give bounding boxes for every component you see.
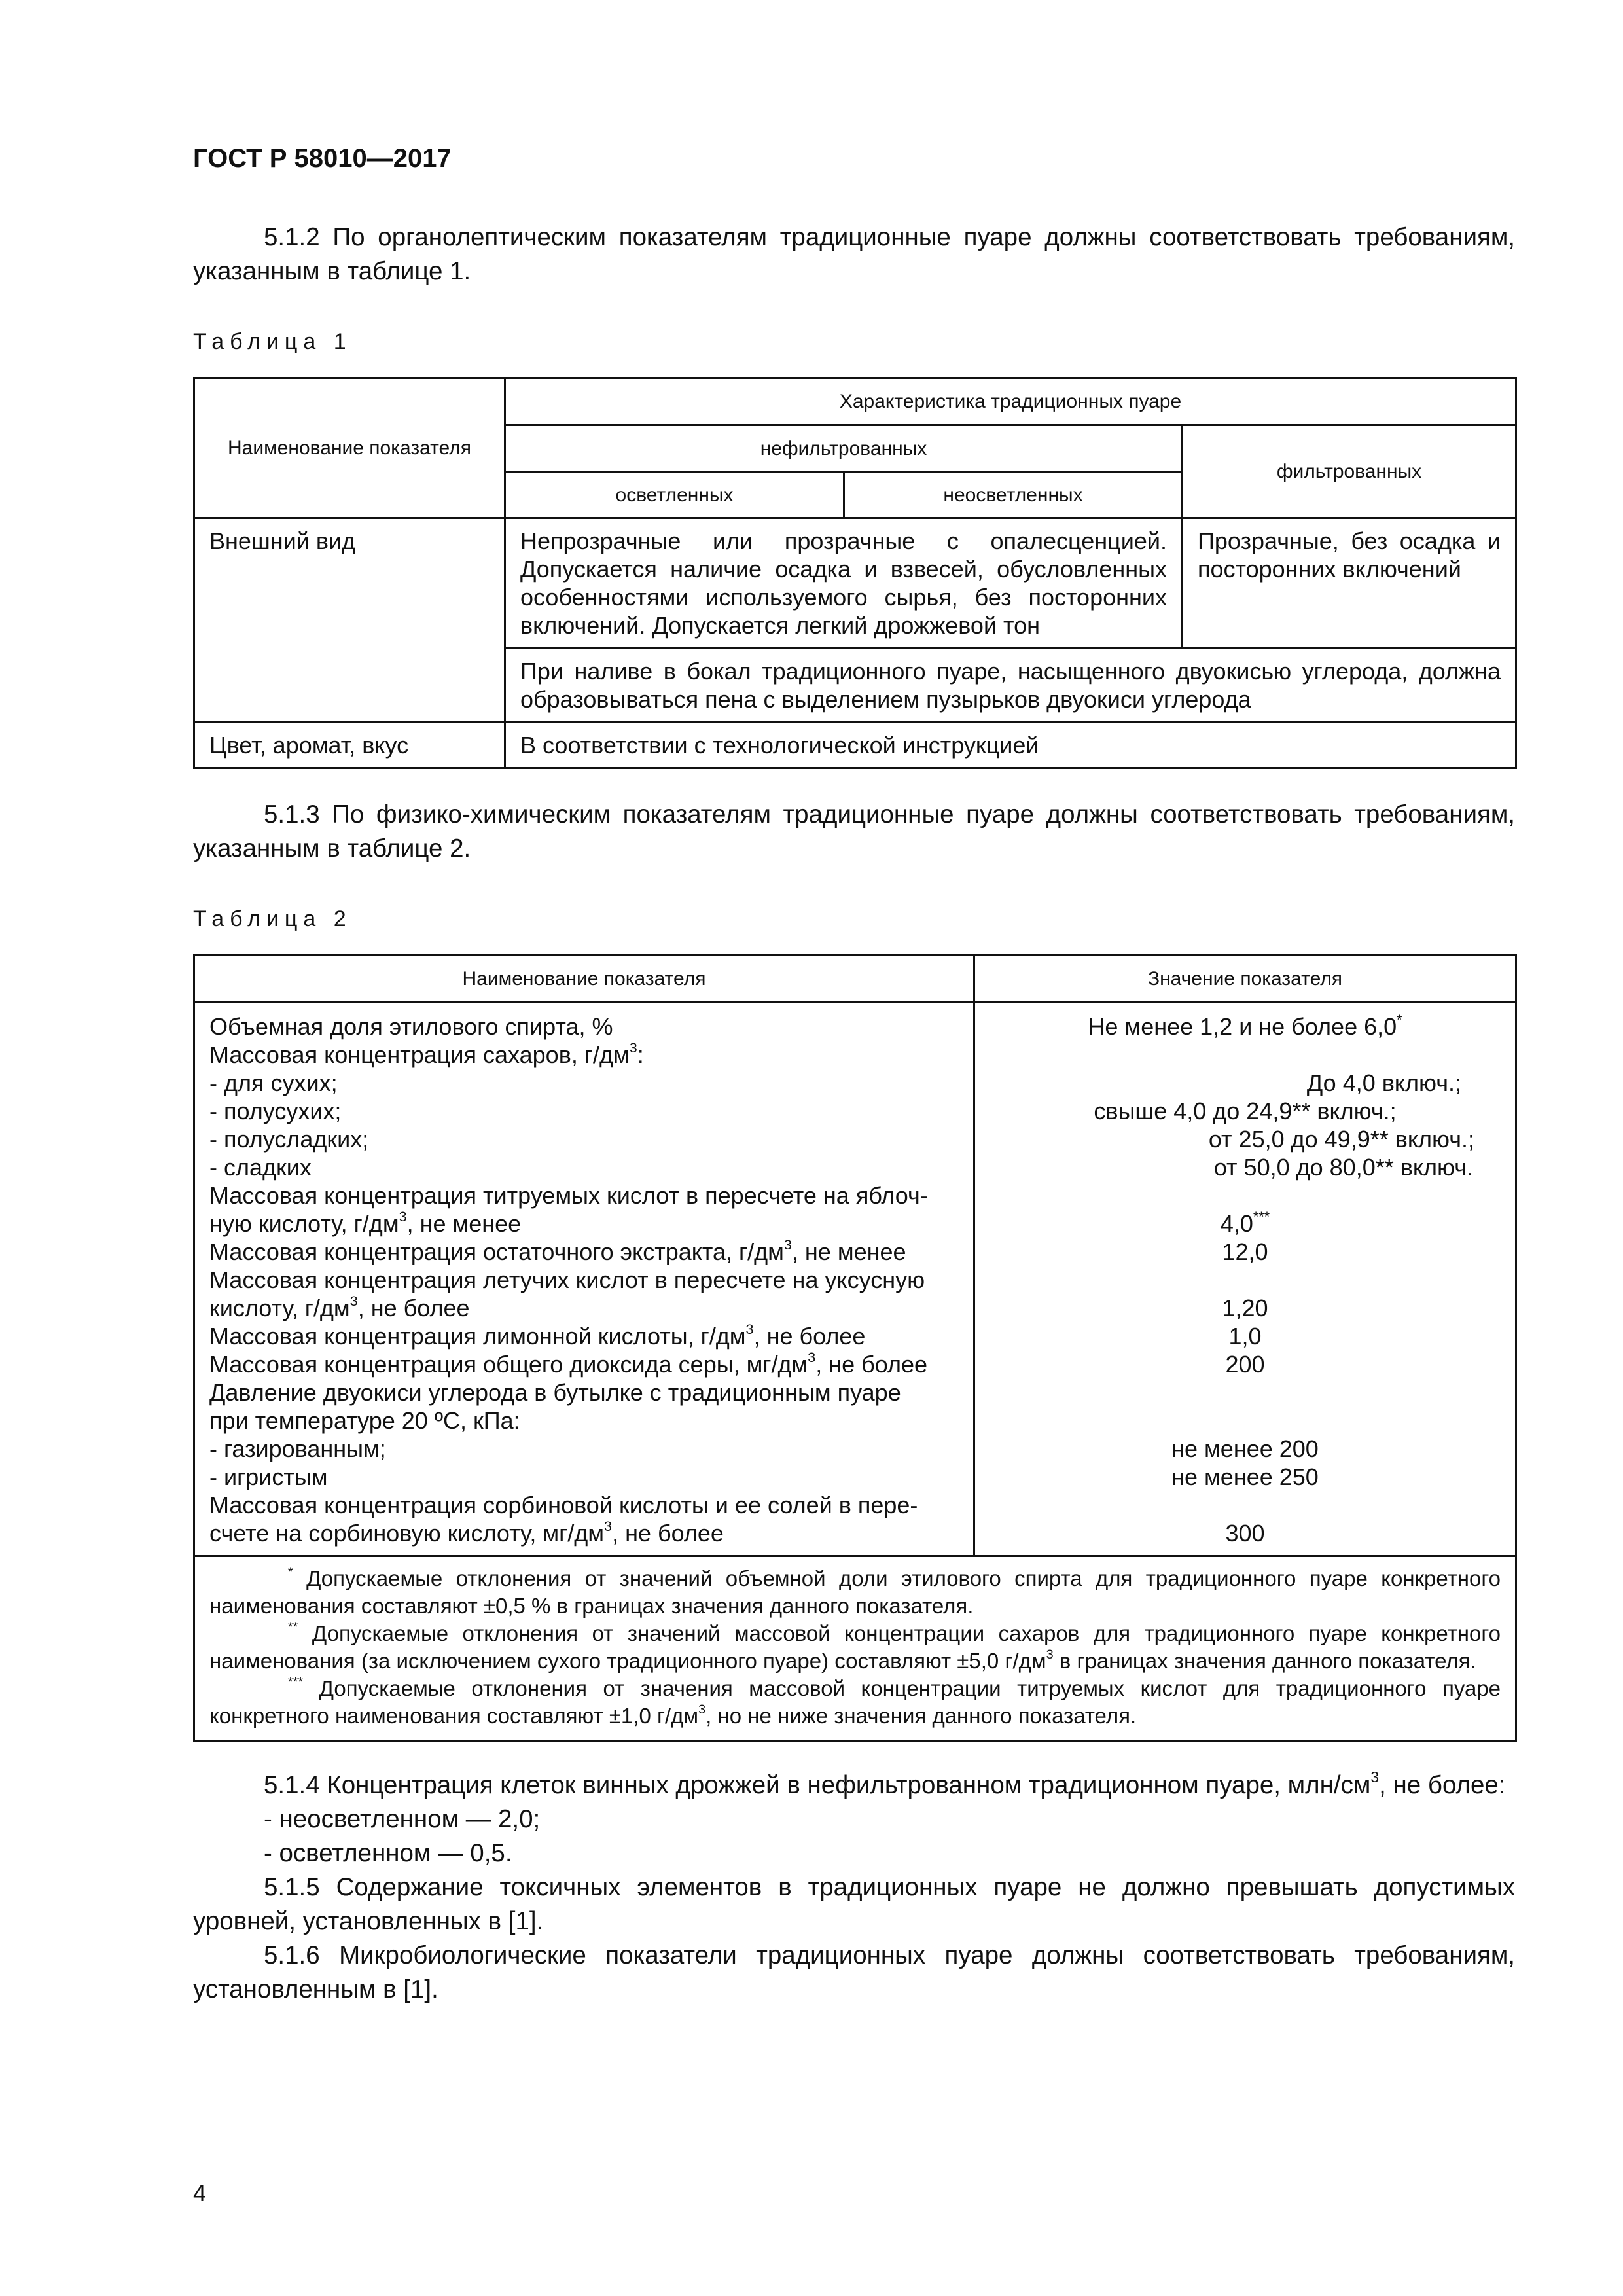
table-1	[193, 377, 1517, 769]
paragraph-5-1-4: 5.1.4 Концентрация клеток винных дрожжей в нефильтрованном традиционном пуаре, млн/$см^3$, не более:	[264, 1768, 1506, 1799]
t2-label-acid-2: ную кислоту, $г/дм^3$, не менее	[209, 1208, 522, 1237]
yeast-list-item-unclarified: - неосветленном — 2,0;	[264, 1805, 541, 1833]
t2-footnotes	[194, 1556, 1516, 1742]
paragraph-5-1-6: 5.1.6 Микробиологические показатели традиционных пуаре должны соответствовать требованиям, установленным в [1].	[193, 1941, 1515, 2003]
t2-value-gasified: не менее 200	[1171, 1435, 1319, 1462]
t2-label-sparkling: - игристым	[209, 1463, 328, 1490]
t1-row-appearance-name: Внешний вид	[194, 518, 505, 723]
t2-header-name: Наименование показателя	[194, 956, 974, 1003]
t1-row-appearance-filtered: Прозрачные, без осадка и посторонних включений	[1183, 518, 1516, 649]
yeast-list-item-clarified: - осветленном — 0,5.	[264, 1839, 512, 1867]
t1-row-foam-text: При наливе в бокал традиционного пуаре, насыщенного двуокисью углерода, должна образовываться пена с выделением пузырьков двуокиси углерода	[505, 649, 1516, 723]
document-header: ГОСТ Р 58010—2017	[193, 144, 452, 173]
t1-header-characteristic: Характеристика традиционных пуаре	[505, 378, 1516, 425]
t2-label-semisweet: - полусладких;	[209, 1126, 369, 1153]
t2-footnote-2: ** Допускаемые отклонения от значений массовой концентрации сахаров для традиционного пуаре конкретного наименования (за исключением сухого традиционного пуаре) составляют ±5,0 $г/дм^3$ в границах значения данного показателя.	[209, 1620, 1501, 1673]
t2-labels-cell	[194, 1003, 974, 1556]
t2-label-sweet: - сладких	[209, 1154, 312, 1181]
t2-label-sorbic-2: счете на сорбиновую кислоту, $мг/дм^3$, не более	[209, 1517, 724, 1547]
t2-value-spacer	[990, 1041, 1501, 1069]
paragraph-5-1-3: 5.1.3 По физико-химическим показателям традиционные пуаре должны соответствовать требованиям, указанным в таблице 2.	[193, 800, 1515, 863]
t2-label-sorbic-1: Массовая концентрация сорбиновой кислоты и ее солей в пере-	[209, 1492, 918, 1518]
table-1-caption: Таблица 1	[193, 329, 352, 354]
t2-label-volatile-2: кислоту, $г/дм^3$, не более	[209, 1292, 470, 1321]
page-number: 4	[193, 2179, 207, 2206]
t2-label-co2-2: при температуре 20 ºС, кПа:	[209, 1407, 520, 1434]
t1-header-name: Наименование показателя	[194, 378, 505, 518]
yeast-list	[193, 1803, 1515, 1871]
t2-label-extract: Массовая концентрация остаточного экстракта, $г/дм^3$, не менее	[209, 1236, 906, 1265]
t2-value-spacer	[990, 1407, 1501, 1435]
document-page	[193, 144, 1515, 2007]
t2-value-sorbic: 300	[1225, 1520, 1265, 1547]
t2-values-cell	[974, 1003, 1516, 1556]
t2-value-so2: 200	[1225, 1351, 1265, 1378]
t2-value-citric: 1,0	[1228, 1323, 1262, 1350]
t2-value-semisweet: от 25,0 до 49,9** включ.;	[1208, 1126, 1474, 1153]
table-2	[193, 954, 1517, 1742]
t2-value-sweet: от 50,0 до 80,0** включ.	[1213, 1154, 1473, 1181]
t1-row-appearance-unfiltered: Непрозрачные или прозрачные с опалесценцией. Допускается наличие осадка и взвесей, обусловленных особенностями используемого сырья, без посторонних включений. Допускается легкий дрожжевой тон	[505, 518, 1183, 649]
t2-value-spacer	[990, 1181, 1501, 1210]
t2-label-acid-1: Массовая концентрация титруемых кислот в пересчете на яблоч-	[209, 1182, 928, 1209]
t1-row-color-name: Цвет, аромат, вкус	[194, 723, 505, 768]
t1-row-color-text: В соответствии с технологической инструкцией	[505, 723, 1516, 768]
t2-label-so2: Массовая концентрация общего диоксида серы, $мг/дм^3$, не более	[209, 1348, 928, 1378]
t2-footnote-1: * Допускаемые отклонения от значений объемной доли этилового спирта для традиционного пуаре конкретного наименования составляют ±0,5 % в границах значения данного показателя.	[209, 1565, 1501, 1618]
t1-header-unfiltered: нефильтрованных	[505, 425, 1183, 473]
t2-footnote-3: *** Допускаемые отклонения от значения массовой концентрации титруемых кислот для традиционного пуаре конкретного наименования составляют ±1,0 $г/дм^3$, но не ниже значения данного показателя.	[209, 1675, 1501, 1728]
t2-value-spacer	[990, 1491, 1501, 1519]
t2-value-sparkling: не менее 250	[1171, 1463, 1319, 1490]
t2-value-semidry: свыше 4,0 до 24,9** включ.;	[1094, 1098, 1397, 1124]
paragraph-5-1-2: 5.1.2 По органолептическим показателям традиционные пуаре должны соответствовать требованиям, указанным в таблице 1.	[193, 223, 1515, 285]
paragraph-5-1-5: 5.1.5 Содержание токсичных элементов в традиционных пуаре не должно превышать допустимых уровней, установленных в [1].	[193, 1873, 1515, 1935]
t2-header-value: Значение показателя	[974, 956, 1516, 1003]
t2-value-acid: 4,0***	[1220, 1208, 1270, 1237]
t2-label-sugar: Массовая концентрация сахаров, $г/дм^3$:	[209, 1039, 644, 1068]
t2-label-volatile-1: Массовая концентрация летучих кислот в пересчете на уксусную	[209, 1266, 925, 1293]
t2-label-citric: Массовая концентрация лимонной кислоты, $г/дм^3$, не более	[209, 1320, 866, 1350]
t2-value-alcohol: Не менее 1,2 и не более 6,0*	[1088, 1011, 1402, 1040]
t2-label-gasified: - газированным;	[209, 1435, 386, 1462]
t2-label-semidry: - полусухих;	[209, 1098, 342, 1124]
t2-value-dry: До 4,0 включ.;	[1306, 1069, 1461, 1096]
t1-header-filtered: фильтрованных	[1183, 425, 1516, 518]
t2-value-extract: 12,0	[1222, 1238, 1268, 1265]
t2-label-co2-1: Давление двуокиси углерода в бутылке с традиционным пуаре	[209, 1379, 901, 1406]
t2-label-alcohol: Объемная доля этилового спирта, %	[209, 1013, 613, 1040]
t1-header-clarified: осветленных	[505, 473, 844, 518]
t2-value-spacer	[990, 1266, 1501, 1294]
table-2-caption: Таблица 2	[193, 906, 352, 931]
t1-header-unclarified: неосветленных	[844, 473, 1183, 518]
t2-label-dry: - для сухих;	[209, 1069, 338, 1096]
t2-value-spacer	[990, 1378, 1501, 1407]
t2-value-volatile: 1,20	[1222, 1295, 1268, 1321]
